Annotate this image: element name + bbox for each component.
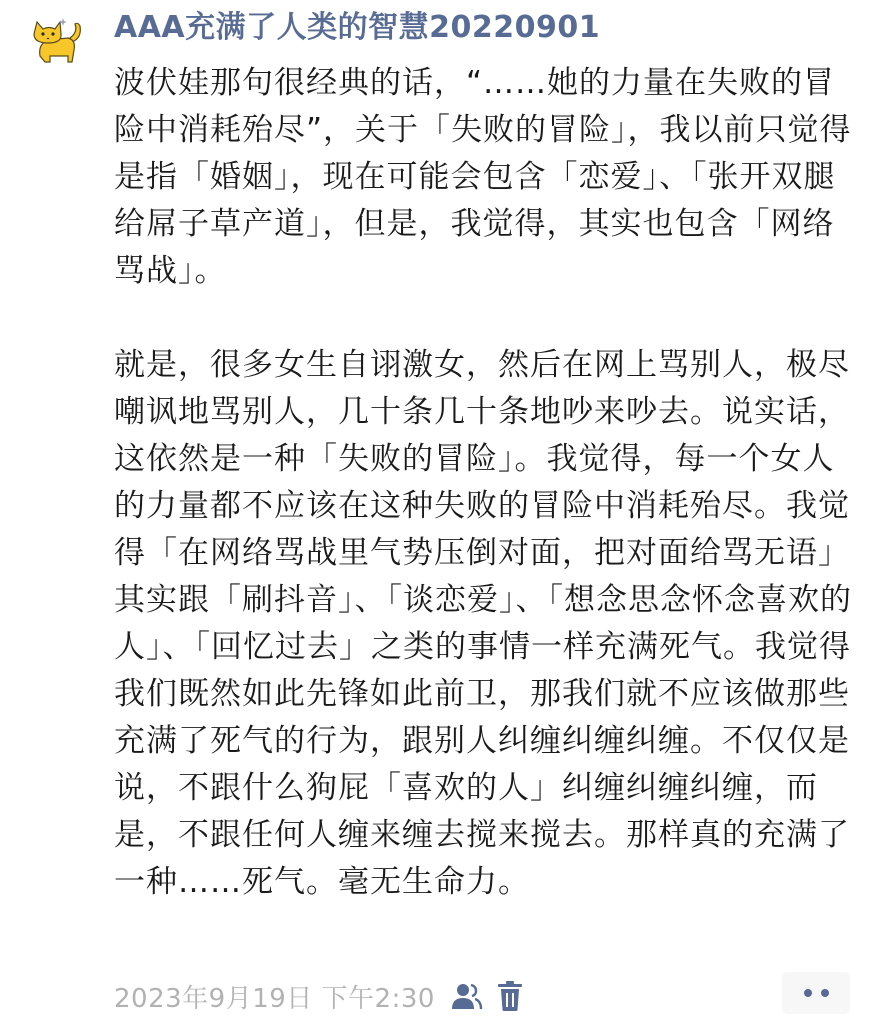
- post-timestamp: 2023年9月19日 下午2:30: [114, 983, 435, 1014]
- trash-icon[interactable]: [495, 979, 525, 1013]
- author-name[interactable]: AAA充满了人类的智慧20220901: [114, 10, 601, 45]
- post-footer: [114, 974, 525, 1018]
- cat-avatar-icon[interactable]: [28, 12, 86, 70]
- people-privacy-icon[interactable]: [449, 979, 483, 1013]
- more-dot: [804, 989, 812, 997]
- post-paragraph: 就是，很多女生自诩激女，然后在网上骂别人，极尽嘲讽地骂别人，几十条几十条地吵来吵去。说实话，这依然是一种「失败的冒险」。我觉得，每一个女人的力量都不应该在这种失败的冒险中消耗殆尽。我觉得「在网络骂战里气势压倒对面，把对面给骂无语」其实跟「刷抖音」、「谈恋爱」、「想念思念怀念喜欢的人」、「回忆过去」之类的事情一样充满死气。我觉得我们既然如此先锋如此前卫，那我们就不应该做那些充满了死气的行为，跟别人纠缠纠缠纠缠。不仅仅是说，不跟什么狗屁「喜欢的人」纠缠纠缠纠缠，而是，不跟任何人缠来缠去搅来搅去。那样真的充满了一种……死气。毫无生命力。: [114, 347, 852, 900]
- more-dots-icon[interactable]: [782, 972, 850, 1014]
- post-paragraph: 波伏娃那句很经典的话，“……她的力量在失败的冒险中消耗殆尽”，关于「失败的冒险」，我以前只觉得是指「婚姻」，现在可能会包含「恋爱」、「张开双腿给屌子草产道」，但是，我觉得，其实也包含「网络骂战」。: [114, 65, 852, 289]
- post-content: [114, 60, 854, 906]
- more-dot: [821, 989, 829, 997]
